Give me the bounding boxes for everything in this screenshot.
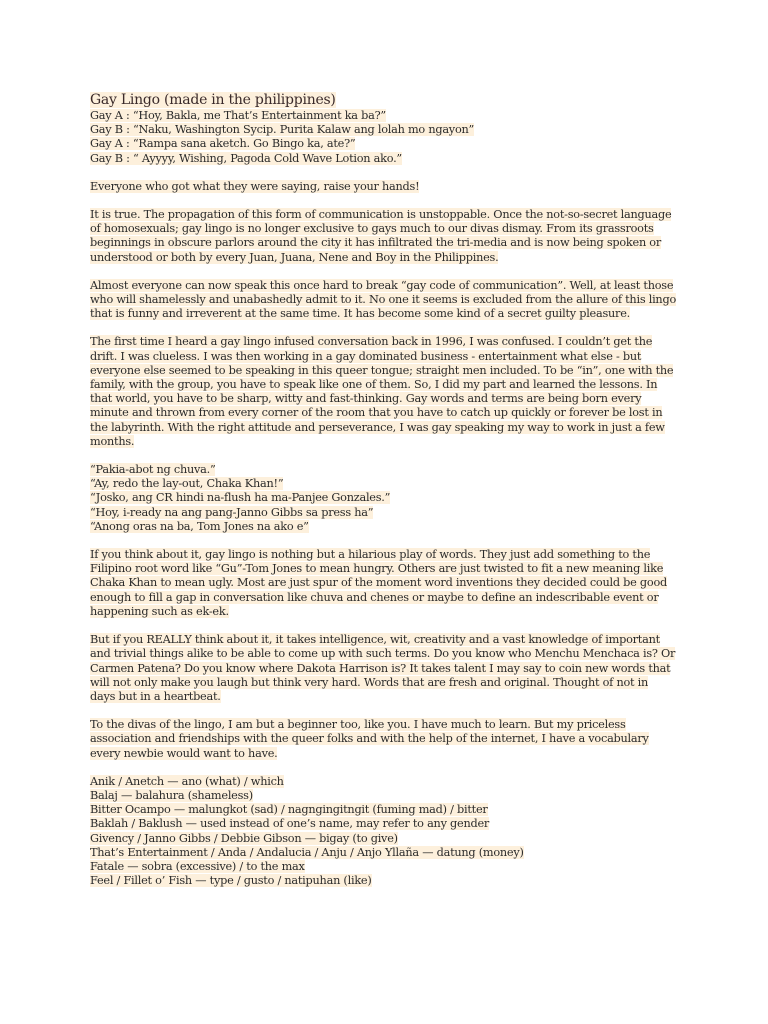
paragraph-propagation: It is true. The propagation of this form of communication is unstoppable. Once the not-so-secret language of homosexuals; gay lingo is no longer exclusive to gays much to our divas dismay. From its grassroots beginnings in obscure parlors around the city it has infiltrated the tri-media and is now being spoken or understood or both by every Juan, Juana, Nene and Boy in the Philippines. [90,208,672,264]
paragraph-divas: To the divas of the lingo, I am but a beginner too, like you. I have much to learn. But my priceless association and friendships with the queer folks and with the help of the internet, I have a vocabulary every newbie would want to have. [90,718,649,760]
quote-line: “Pakia-abot ng chuva.” [90,463,216,477]
glossary-item: Balaj — balahura (shameless) [90,788,253,802]
dialogue-block [90,109,690,166]
quote-line: “Anong oras na ba, Tom Jones na ako e” [90,519,309,533]
dialogue-line: Gay B : “ Ayyyy, Wishing, Pagoda Cold Wave Lotion ako.” [90,151,402,165]
paragraph-wordplay: If you think about it, gay lingo is nothing but a hilarious play of words. They just add something to the Filipino root word like “Gu”-Tom Jones to mean hungry. Others are just twisted to fit a new meaning like Chaka Khan to mean ugly. Most are just spur of the moment word inventions they decided could be good enough to fill a gap in conversation like chuva and chenes or maybe to define an indescribable event or happening such as ek-ek. [90,548,667,618]
glossary-item: Givency / Janno Gibbs / Debbie Gibson — bigay (to give) [90,831,398,845]
glossary-list [90,775,690,889]
document-title: Gay Lingo (made in the philippines) [90,92,336,108]
quotes-block [90,463,690,534]
dialogue-line: Gay A : “Rampa sana aketch. Go Bingo ka, ate?” [90,137,356,151]
glossary-item: Baklah / Baklush — used instead of one’s name, may refer to any gender [90,817,490,831]
glossary-item: Fatale — sobra (excessive) / to the max [90,859,305,873]
quote-line: “Ay, redo the lay-out, Chaka Khan!” [90,477,284,491]
paragraph-code: Almost everyone can now speak this once hard to break “gay code of communication”. Well, at least those who will shamelessly and unabashedly admit to it. No one it seems is excluded from the allure of this lingo that is funny and irreverent at the same time. It has become some kind of a secret guilty pleasure. [90,278,676,321]
glossary-item: Anik / Anetch — ano (what) / which [90,774,284,788]
glossary-item: Bitter Ocampo — malungkot (sad) / nagngingitngit (fuming mad) / bitter [90,803,488,817]
paragraph-first-time: The first time I heard a gay lingo infused conversation back in 1996, I was confused. I couldn’t get the drift. I was clueless. I was then working in a gay dominated business - entertainment what else - but everyone else seemed to be speaking in this queer tongue; straight men included. To be “in”, one with the family, with the group, you have to speak like one of them. So, I did my part and learned the lessons. In that world, you have to be sharp, witty and fast-thinking. Gay words and terms are being born every minute and thrown from every corner of the room that you have to catch up quickly or forever be lost in the labyrinth. With the right attitude and perseverance, I was gay speaking my way to work in just a few months. [90,335,674,448]
paragraph-intelligence: But if you REALLY think about it, it takes intelligence, wit, creativity and a vast knowledge of important and trivial things alike to be able to come up with such terms. Do you know who Menchu Menchaca is? Or Carmen Patena? Do you know where Dakota Harrison is? It takes talent I may say to coin new words that will not only make you laugh but think very hard. Words that are fresh and original. Thought of not in days but in a heartbeat. [90,633,676,703]
paragraph-intro: Everyone who got what they were saying, raise your hands! [90,179,420,193]
quote-line: “Josko, ang CR hindi na-flush ha ma-Panjee Gonzales.” [90,491,391,505]
dialogue-line: Gay B : “Naku, Washington Sycip. Purita Kalaw ang lolah mo ngayon” [90,123,475,137]
dialogue-line: Gay A : “Hoy, Bakla, me That’s Entertainment ka ba?” [90,109,386,122]
glossary-item: That’s Entertainment / Anda / Andalucia / Anju / Anjo Yllaña — datung (money) [90,845,524,859]
quote-line: “Hoy, i-ready na ang pang-Janno Gibbs sa press ha” [90,505,374,519]
document-page [90,92,690,902]
glossary-item: Feel / Fillet o’ Fish — type / gusto / natipuhan (like) [90,874,372,888]
